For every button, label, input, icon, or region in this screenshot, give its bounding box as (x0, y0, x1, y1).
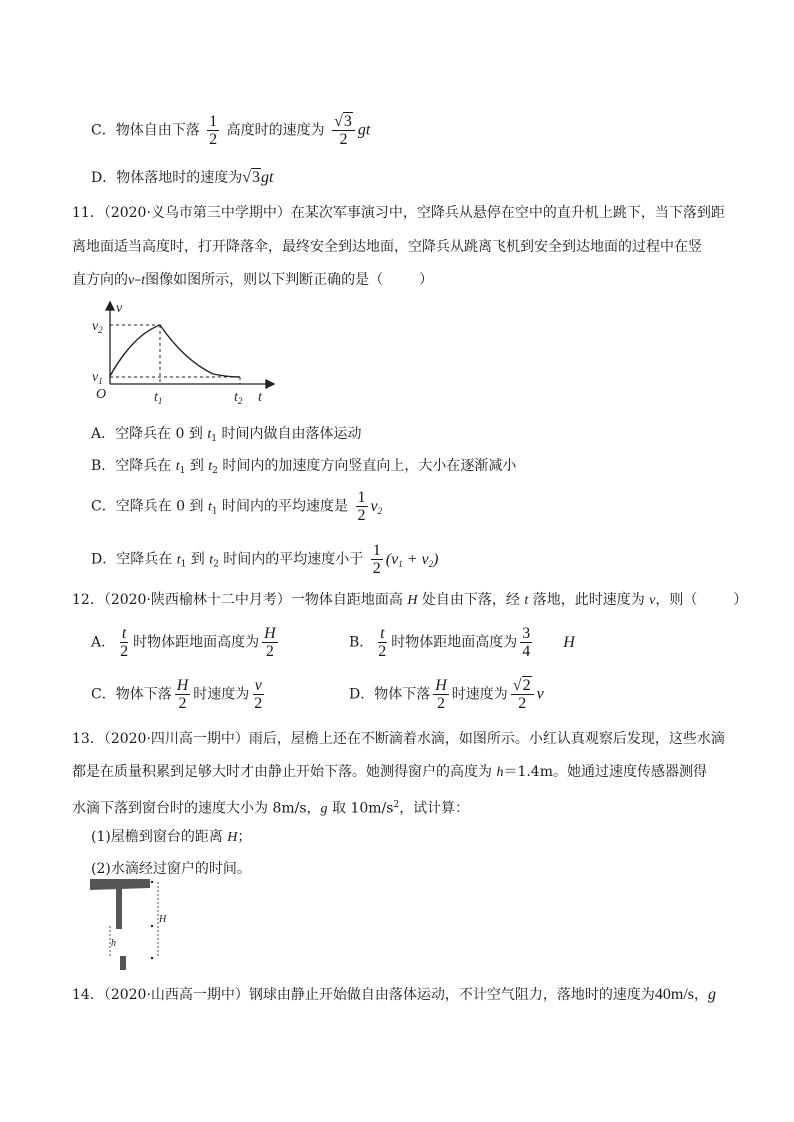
v1-label: $v_1$ (92, 370, 103, 386)
text: 时物体距地面高度为 (391, 634, 518, 651)
q10-optc-text: C．物体自由下落 (91, 122, 200, 139)
text: 14．（2020·山西高一期中）钢球由静止开始做自由落体运动，不计空气阻力，落地时的速度为 (72, 987, 655, 1003)
frac-den: 2 (209, 131, 218, 148)
frac-num: 1 (372, 542, 381, 559)
t-axis-arrow (266, 380, 274, 388)
q10-option-c (91, 113, 370, 148)
label: A． (91, 634, 116, 651)
q11-option-c: C．空降兵在 0 到 $t_1$ 时间内的平均速度是 $\frac{1}{2}$ $v_2$ (91, 489, 383, 524)
frac (262, 625, 278, 660)
sqrt-num: √2 (511, 677, 534, 695)
t-axis-label: t (258, 390, 262, 405)
origin-label: O (96, 387, 107, 402)
vt-graph (88, 300, 288, 412)
q13-line-1: 13．（2020·四川高一期中）雨后，屋檐上还在不断滴着水滴，如图所示。小红认真观察后发现，这些水滴 (72, 731, 725, 747)
frac-num: H (176, 677, 189, 694)
q11-optc-fraction (356, 489, 368, 524)
q13-line-2: 都是在质量积累到足够大时才由静止开始下落。她测得窗户的高度为 h＝1.4m。她通过速度传感器测得 (72, 764, 707, 780)
q11-optd-fraction (371, 542, 383, 577)
label: B． (349, 634, 374, 651)
frac-den: 2 (178, 695, 187, 712)
q12-option-d (349, 677, 544, 712)
frac (376, 625, 388, 660)
frac-den: 2 (437, 695, 446, 712)
frac-den: 4 (522, 643, 531, 660)
drop-top (151, 881, 153, 883)
q10-optc-fraction (207, 113, 219, 148)
var-t: t (141, 273, 146, 288)
frac-den: 2 (378, 643, 387, 660)
q14-g (708, 985, 716, 1005)
q10-optd-text: D．物体落地时的速度为 (91, 170, 243, 186)
v-axis-label: v (116, 301, 123, 316)
label: C．物体下落 (91, 686, 172, 703)
q13-sub-1: (1)屋檐到窗台的距离 H； (91, 829, 252, 845)
t1-label: $t_1$ (154, 390, 163, 406)
q11-line-1: 11．（2020·义乌市第三中学期中）在某次军事演习中，空降兵从悬停在空中的直升机上跳下，当下落到距 (72, 205, 725, 221)
H-label: H (159, 914, 167, 925)
frac-den: 2 (339, 131, 348, 148)
q11-line-3 (72, 270, 433, 291)
text: 图像如图所示，则以下判断正确的是（ (145, 272, 384, 288)
q10-optc-mid: 高度时的速度为 (226, 122, 325, 139)
var-v: v (128, 273, 135, 288)
frac-den: 2 (372, 560, 381, 577)
var-v: v (536, 685, 544, 703)
velocity-curve (110, 325, 240, 377)
var-g: g (708, 986, 716, 1003)
frac (252, 677, 264, 712)
q12-option-b (349, 625, 575, 660)
frac (520, 625, 532, 660)
frac (118, 625, 130, 660)
dash: – (134, 272, 142, 288)
v-axis-arrow (106, 302, 114, 310)
frac-den: 2 (265, 643, 274, 660)
text: 时物体距地面高度为 (133, 634, 260, 651)
q10-optc-tail: gt (357, 121, 371, 139)
frac-num: t (380, 625, 385, 642)
frac-num: 1 (209, 113, 218, 130)
v2-label: $v_2$ (92, 319, 103, 335)
var-H: H (563, 633, 575, 651)
eave (90, 879, 150, 890)
q11-line-2: 离地面适当高度时，打开降落伞，最终安全到达地面，空降兵从跳离飞机到安全到达地面的过程中在竖 (72, 239, 702, 255)
sqrt-inner: 2 (522, 677, 531, 694)
q14-line-1 (72, 985, 708, 1005)
frac (511, 677, 534, 712)
drop-mid (151, 925, 153, 927)
q13-line-3: 水滴下落到窗台时的速度大小为 8m/s，g 取 $10m/s^2$，试计算： (72, 800, 470, 817)
label: D．物体下落 (349, 686, 431, 703)
q11-option-a: A．空降兵在 0 到 $t_1$ 时间内做自由落体运动 (91, 426, 362, 444)
comma: ， (694, 987, 709, 1003)
text: 时速度为 (451, 686, 508, 703)
sqrt-inner: 3 (252, 169, 261, 186)
h-label: h (111, 938, 116, 949)
frac-num: v (254, 677, 262, 694)
frac (433, 677, 449, 712)
frac-num: H (264, 625, 276, 642)
q11-option-d: D．空降兵在 $t_1$ 到 $t_2$ 时间内的平均速度小于 $\frac{1}{2}$ $(v_1 + v_2)$ (91, 542, 439, 577)
paren-close: ） (419, 272, 434, 288)
sqrt-num: √3 (332, 113, 355, 131)
q10-optc-speed-fraction (332, 113, 355, 148)
frac (175, 677, 191, 712)
frac-den: 2 (120, 643, 129, 660)
q11-option-b: B．空降兵在 $t_1$ 到 $t_2$ 时间内的加速度方向竖直向上，大小在逐渐减小 (91, 458, 517, 476)
frac-num: 3 (522, 625, 531, 642)
text: 时速度为 (193, 686, 250, 703)
q10-optd-tail: gt (261, 169, 274, 186)
sqrt-inner: 3 (343, 113, 352, 130)
wall-upper (116, 889, 122, 929)
q10-optd-sqrt: √3 (242, 169, 261, 186)
frac-num: H (435, 677, 447, 694)
eave-window-figure (88, 876, 178, 974)
q12-option-c (91, 677, 267, 712)
q12-stem: 12．（2020·陕西榆林十二中月考）一物体自距地面高 H 处自由下落，经 t 落地，此时速度为 v，则（ ） (72, 592, 748, 608)
frac-num: t (121, 625, 127, 642)
frac-num: 1 (357, 489, 366, 506)
wall-lower (120, 956, 126, 970)
drop-bottom (151, 957, 153, 959)
speed: 40m/s (654, 986, 695, 1003)
q12-option-a (91, 625, 281, 660)
text: 直方向的 (72, 272, 128, 288)
q13-sub-2: (2)水滴经过窗户的时间。 (91, 861, 251, 877)
frac-den: 2 (254, 695, 263, 712)
frac-den: 2 (357, 507, 366, 524)
q10-option-d (91, 168, 273, 188)
frac-den: 2 (518, 695, 527, 712)
t2-label: $t_2$ (234, 390, 243, 406)
